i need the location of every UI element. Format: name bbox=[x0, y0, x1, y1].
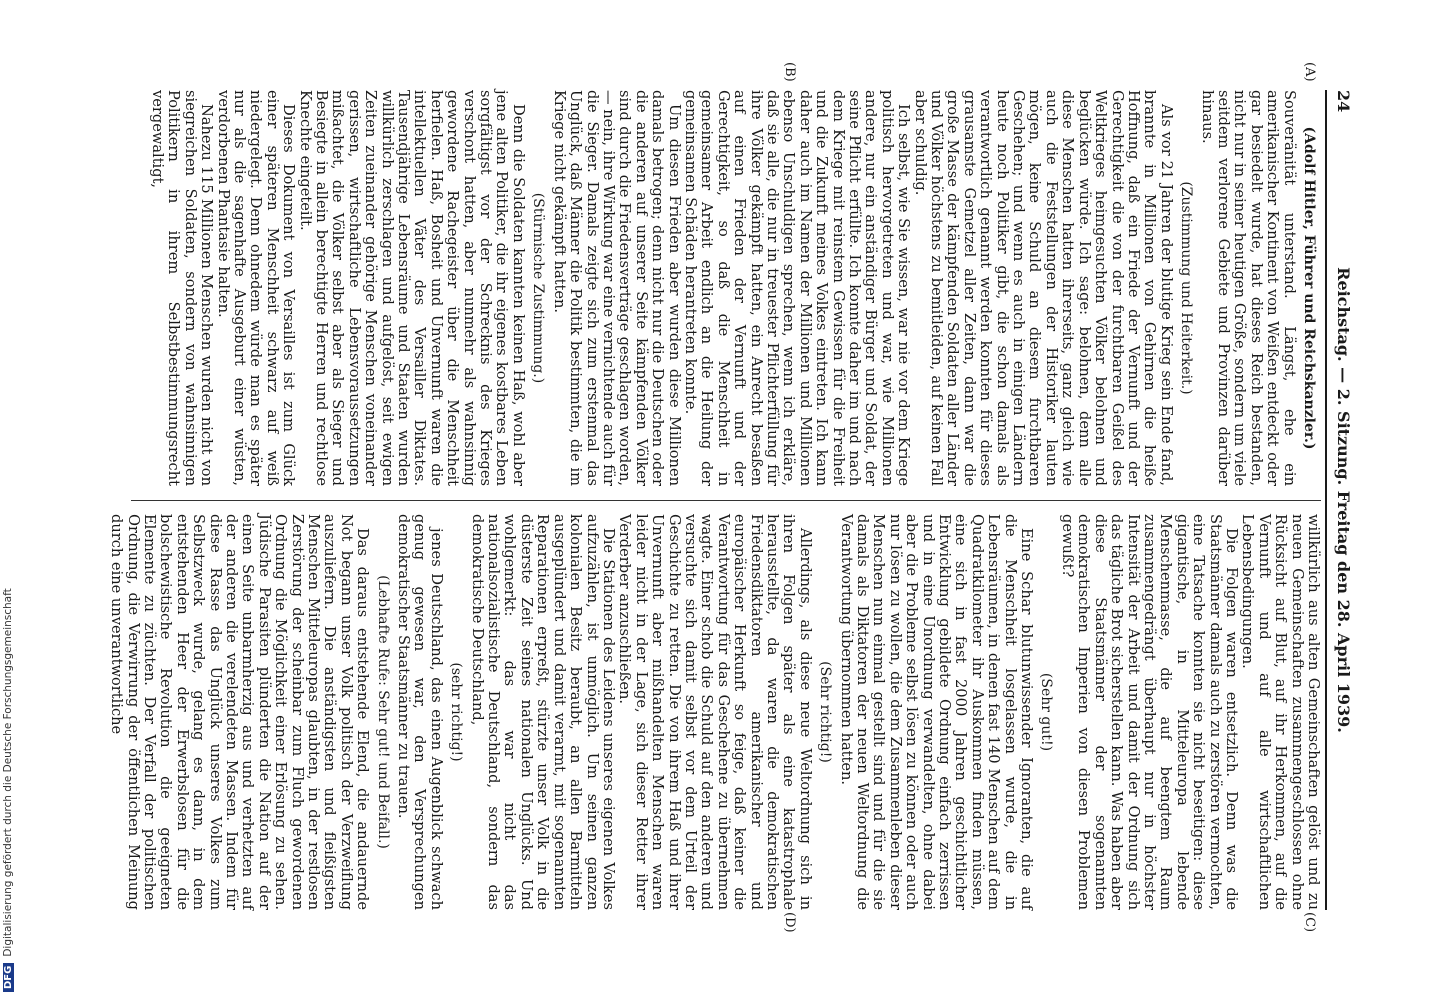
audience-reaction: (sehr richtig!) bbox=[448, 662, 465, 762]
speaker-line: (Adolf Hitler, Führer und Reichskanzler.) bbox=[1301, 126, 1317, 450]
page-header-title: Reichstag. — 2. Sitzung. Freitag den 28. April 1939. bbox=[1334, 267, 1353, 733]
margin-mark-c: (C) bbox=[1302, 912, 1317, 933]
left-paragraph: Um diesen Frieden aber wurden diese Millionen damals betrogen; denn nicht nur die Deutschen oder die anderen auf unserer Seite kämpfenden Völker sind durch die Friedensverträge geschlagen worden, — nein, ihre Wirkung war eine vernichtende auch für die Sieger. Damals zeigte sich zum erstenmal das Unglück, daß Männer die Politik bestimmten, die im Kriege nicht gekämpft hatten. bbox=[550, 90, 683, 486]
page-header bbox=[1327, 90, 1357, 910]
right-paragraph: Eine Schar blutunwissender Ignoranten, die auf die Menschheit losgelassen wurde, die in Lebensräumen, in denen fast 140 Menschen auf dem Quadratkilometer ihr Auskommen finden müssen, eine sich in fast 2000 Jahren geschichtlicher Entwicklung gebildete Ordnung einfach zerrissen und in eine Unordnung verwandelten, ohne dabei aber die Probleme selbst lösen zu können oder auch nur lösen zu wollen, die dem Zusammenleben dieser Menschen nun einmal gestellt sind und für die sie damals als Diktatoren der neuen Weltordnung die Verantwortung übernommen hatten. bbox=[837, 514, 1036, 910]
audience-reaction: (Stürmische Zustimmung.) bbox=[530, 192, 547, 384]
right-column bbox=[108, 514, 1322, 910]
margin-mark-b: (B) bbox=[782, 62, 797, 82]
right-paragraph: Das daraus entstehende Elend, die andauernde Not begann unser Volk politisch der Verzweiflung auszuliefern. Die anständigsten und fleißigsten Menschen Mitteleuropas glaubten, in der restlosen Zerstörung der scheinbar zum Fluch gewordenen Ordnung die Möglichkeit einer Erlösung zu sehen. Jüdische Parasiten plünderten die Nation auf der einen Seite unbarmherzig aus und verhetzten auf der anderen die verelendeten Massen. Indem für diese Rasse das Unglück unseres Volkes zum Selbstzweck wurde, gelang es dann, in dem entstehenden Heer der Erwerbslosen für die bolschewistische Revolution die geeigneten Elemente zu züchten. Der Verfall der politischen Ordnung, die Verwirrung der öffentlichen Meinung durch eine unverantwortliche bbox=[108, 514, 372, 910]
right-paragraph: Die Folgen waren entsetzlich. Denn was die Staatsmänner damals auch zu zerstören vermochten, eine Tatsache konnten sie nicht beseitigen: diese gigantische, in Mitteleuropa lebende Menschenmasse, die auf beengtem Raum zusammengedrängt überhaupt nur in höchster Intensität der Arbeit und damit der Ordnung sich das tägliche Brot sicherstellen kann. Was haben aber diese Staatsmänner der sogenannten demokratischen Imperien von diesen Problemen gewußt? bbox=[1058, 514, 1240, 910]
left-paragraph: Souveränität unterstand. Längst, ehe ein amerikanischer Kontinent von Weißen entdeckt oder gar besiedelt wurde, hat dieses Reich bestanden, nicht nur in seiner heutigen Größe, sondern um viele seitdem verlorene Gebiete und Provinzen darüber hinaus. bbox=[1198, 90, 1298, 486]
dfg-logo: DFG bbox=[3, 963, 14, 992]
left-paragraph: Nahezu 115 Millionen Menschen wurden nicht von siegreichen Soldaten, sondern von wahnsinnigen Politikern in ihrem Selbstbestimmungsrecht vergewaltigt, bbox=[148, 90, 216, 486]
audience-reaction: (Lebhafte Rufe: Sehr gut! und Beifall.) bbox=[374, 575, 391, 849]
left-paragraph: Denn die Soldaten kannten keinen Haß, wohl aber jene alten Politiker, die ihr eigenes kostbares Leben sorgfältigst vor der Schrecknis des Krieges verschont hatten, aber nunmehr als wahnsinnig gewordene Rachegeister über die Menschheit herfielen. Haß, Bosheit und Unvernunft waren die intellektuellen Väter des Versailler Diktates. Tausendjährige Lebensräume und Staaten wurden willkürlich zerschlagen und aufgelöst, seit ewigen Zeiten zueinander gehörige Menschen voneinander gerissen, wirtschaftliche Lebensvoraussetzungen mißachtet, die Völker selbst aber als Sieger und Besiegte in allein berechtigte Herren und rechtlose Knechte eingeteilt. bbox=[296, 90, 527, 486]
column-divider bbox=[131, 500, 1321, 501]
digitization-credit-text: Digitalisierung gefördert durch die Deutsche Forschungsgemeinschaft bbox=[2, 588, 14, 957]
page-number: 24 bbox=[1334, 90, 1353, 113]
audience-reaction: (Sehr gut!) bbox=[1038, 672, 1055, 752]
margin-mark-d: (D) bbox=[782, 912, 797, 933]
right-paragraph: Allerdings, als diese neue Weltordnung sich in ihren Folgen später als eine katastrophale herausstellte, da waren die demokratischen Friedensdiktatoren amerikanischer und europäischer Herkunft so feige, daß keiner die Verantwortung für das Geschehene zu übernehmen wagte. Einer schob die Schuld auf den anderen und versuchte sich damit selbst vor dem Urteil der Geschichte zu retten. Die von ihrem Haß und ihrer Unvernunft aber mißhandelten Menschen waren leider nicht in der Lage, sich dieser Retter ihrer Verderber anzuschließen. bbox=[616, 514, 814, 910]
left-column bbox=[121, 90, 1321, 486]
audience-reaction: (Zustimmung und Heiterkeit.) bbox=[1178, 181, 1195, 395]
digitization-credit bbox=[2, 2, 18, 992]
document-page bbox=[108, 62, 1357, 933]
left-paragraph: Dieses Dokument von Versailles ist zum Glück einer späteren Menschheit schwarz auf weiß niedergelegt. Denn ohnedem würde man es später nur als die sagenhafte Ausgeburt einer wüsten, verdorbenen Phantasie halten. bbox=[214, 90, 298, 486]
audience-reaction: (Sehr richtig!) bbox=[817, 661, 834, 763]
margin-mark-a: (A) bbox=[1302, 62, 1317, 82]
left-paragraph: Als vor 21 Jahren der blutige Krieg sein Ende fand, brannte in Millionen von Gehirnen die heiße Hoffnung, daß ein Friede der Vernunft und der Gerechtigkeit die von der furchtbaren Geißel des Weltkrieges heimgesuchten Völker belohnen und beglücken würde. Ich sage: belohnen, denn alle diese Menschen hatten ihrerseits, ganz gleich wie auch die Feststellungen der Historiker lauten mögen, keine Schuld an diesem furchtbaren Geschehen; und wenn es auch in einigen Ländern heute noch Politiker gibt, die schon damals als verantwortlich genannt werden konnten für dieses grausamste Gemetzel aller Zeiten, dann war die große Masse der kämpfenden Soldaten aller Länder und Völker höchstens zu bemitleiden, auf keinen Fall aber schuldig. bbox=[911, 90, 1175, 486]
header-rule bbox=[1325, 90, 1327, 910]
right-paragraph: willkürlich aus alten Gemeinschaften gelöst und zu neuen Gemeinschaften zusammengeschlossen ohne Rücksicht auf Blut, auf ihr Herkommen, auf die Vernunft und auf alle wirtschaftlichen Lebensbedingungen. bbox=[1239, 514, 1322, 910]
right-paragraph: Die Stationen des Leidens unseres eigenen Volkes aufzuzählen, ist unmöglich. Um seinen ganzen kolonialen Besitz beraubt, an allen Barmitteln ausgeplündert und damit verarmt, mit sogenannten Reparationen erpreßt, stürzte unser Volk in die düsterste Zeit seines nationalen Unglücks. Und wohlgemerkt: das war nicht das nationalsozialistische Deutschland, sondern das demokratische Deutschland, bbox=[468, 514, 617, 910]
right-paragraph: jenes Deutschland, das einen Augenblick schwach genug gewesen war, den Versprechungen demokratischer Staatsmänner zu trauen. bbox=[395, 514, 445, 910]
left-paragraph: Ich selbst, wie Sie wissen, war nie vor dem Kriege politisch hervorgetreten und war, wie Millionen andere, nur ein anständiger Bürger und Soldat, der seine Pflicht erfüllte. Ich konnte daher im und nach dem Kriege mit reinstem Gewissen für die Freiheit und die Zukunft meines Volkes eintreten. Ich kann daher auch im Namen der Millionen und Millionen ebenso Unschuldigen sprechen, wenn ich erkläre, daß sie alle, die nur in treuester Pflichterfüllung für ihre Völker gekämpft hatten, ein Anrecht besaßen auf einen Frieden der Vernunft und der Gerechtigkeit, so daß die Menschheit in gemeinsamer Arbeit endlich an die Heilung der gemeinsamen Schäden herantreten konnte. bbox=[681, 90, 913, 486]
